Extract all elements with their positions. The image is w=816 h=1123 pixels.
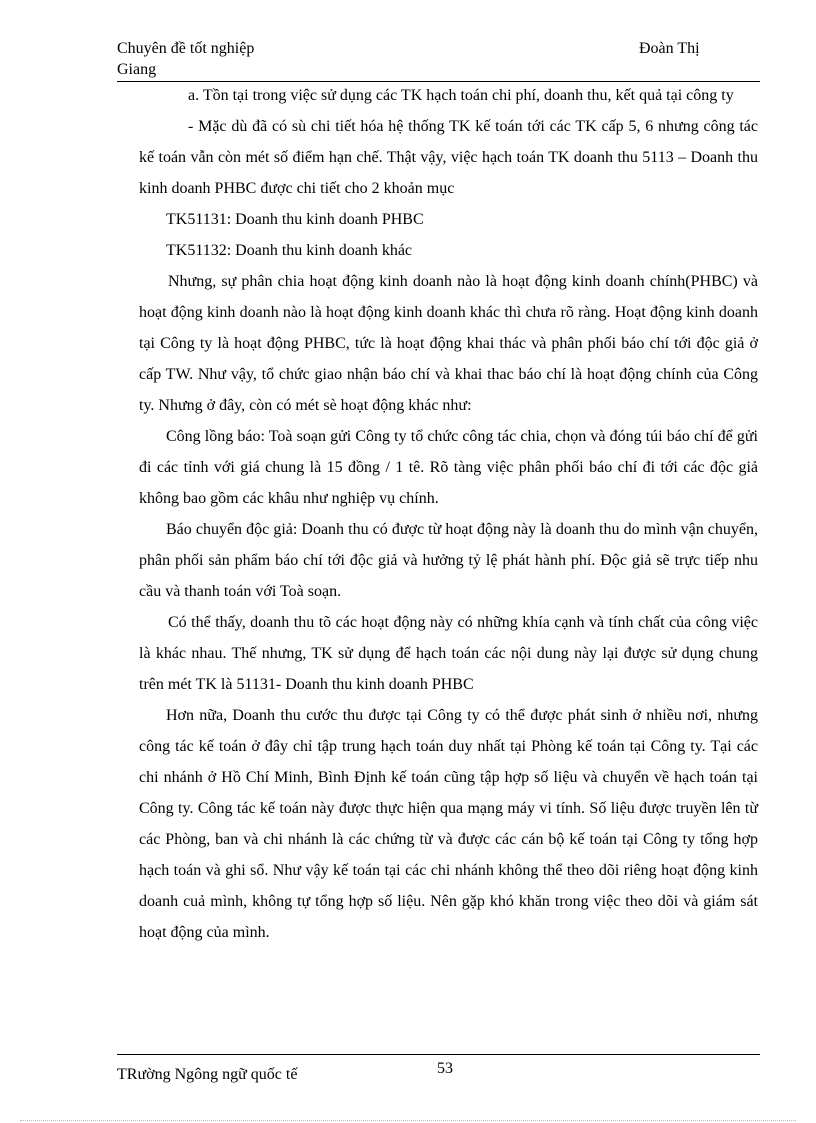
paragraph: Báo chuyển độc giả: Doanh thu có được từ hoạt động này là doanh thu do mình vận chuyển, phân phối sản phẩm báo chí tới độc giả và hưởng tỷ lệ phát hành phí. Độc giả sẽ trực tiếp nhu cầu và thanh toán với Toà soạn. — [139, 521, 758, 600]
author-name-continued: Giang — [117, 61, 157, 78]
page-number: 53 — [437, 1060, 453, 1077]
paragraph: Công lồng báo: Toà soạn gửi Công ty tổ chức công tác chia, chọn và đóng túi báo chí để gửi đi các tỉnh với giá chung là 15 đồng / 1 tê. Rõ tàng việc phân phối báo chí đi tới các độc giả không bao gồm các khâu như nghiệp vụ chính. — [139, 428, 758, 507]
paragraph: Nhưng, sự phân chia hoạt động kinh doanh nào là hoạt động kinh doanh chính(PHBC) và hoạt động kinh doanh nào là hoạt động kinh doanh khác thì chưa rõ ràng. Hoạt động kinh doanh tại Công ty là hoạt động PHBC, tức là hoạt động khai thác và phân phối báo chí tới độc giả ở cấp TW. Như vậy, tổ chức giao nhận báo chí và khai thac báo chí là hoạt động chính của Công ty. Nhưng ở đây, còn có mét sè hoạt động khác như: — [139, 273, 758, 414]
footer-school: TRường Ngông ngữ quốc tế — [117, 1066, 298, 1083]
paragraph: TK51131: Doanh thu kinh doanh PHBC — [166, 211, 424, 228]
page-body — [139, 80, 758, 948]
document-title: Chuyên đề tốt nghiệp — [117, 40, 255, 57]
paragraph: Hơn nữa, Doanh thu cước thu được tại Công ty có thể được phát sinh ở nhiều nơi, nhưng công tác kế toán ở đây chỉ tập trung hạch toán duy nhất tại Phòng kế toán tại Công ty. Tại các chi nhánh ở Hồ Chí Minh, Bình Định kế toán cũng tập hợp số liệu và chuyển về hạch toán tại Công ty. Công tác kế toán này được thực hiện qua mạng máy vi tính. Số liệu được truyền lên từ các Phòng, ban và chi nhánh là các chứng từ và được các cán bộ kế toán tại Công ty tổng hợp hạch toán và ghi sổ. Như vậy kế toán tại các chi nhánh không thể theo dõi riêng hoạt động kinh doanh cuả mình, không tự tổng hợp số liệu. Nên gặp khó khăn trong việc theo dõi và giám sát hoạt động của mình. — [139, 707, 758, 941]
paragraph: - Mặc dù đã có sù chi tiết hóa hệ thống TK kế toán tới các TK cấp 5, 6 nhưng công tác kế toán vẫn còn mét số điểm hạn chế. Thật vậy, việc hạch toán TK doanh thu 5113 – Doanh thu kinh doanh PHBC được chi tiết cho 2 khoản mục — [139, 118, 758, 197]
paragraph: Có thể thấy, doanh thu tõ các hoạt động này có những khía cạnh và tính chất của công việc là khác nhau. Thế nhưng, TK sử dụng để hạch toán các nội dung này lại được sử dụng chung trên mét TK là 51131- Doanh thu kinh doanh PHBC — [139, 614, 758, 693]
author-name: Đoàn Thị — [639, 40, 700, 57]
paragraph: TK51132: Doanh thu kinh doanh khác — [166, 242, 413, 259]
page-edge-divider — [20, 1120, 796, 1121]
footer-rule — [117, 1054, 760, 1055]
section-heading: a. Tồn tại trong việc sử dụng các TK hạch toán chi phí, doanh thu, kết quả tại công ty — [188, 87, 734, 104]
